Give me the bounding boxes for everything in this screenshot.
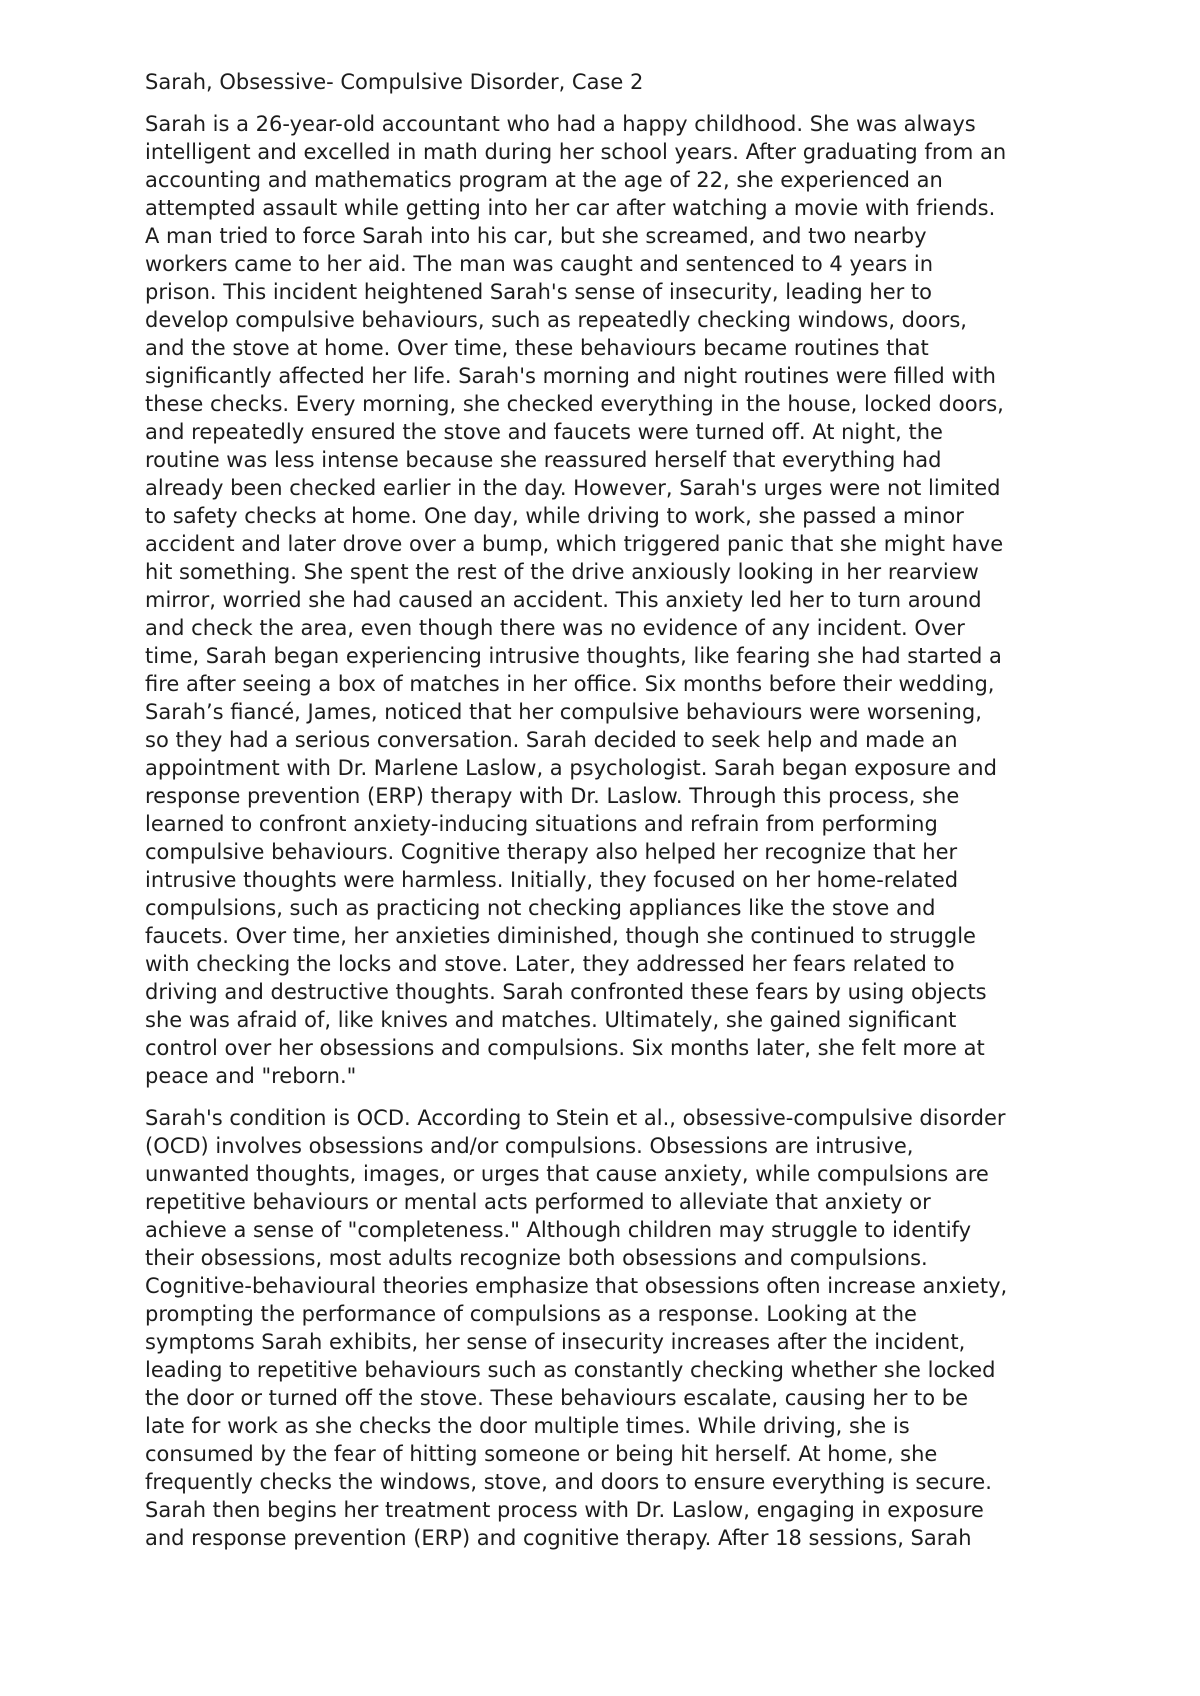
text-line: accounting and mathematics program at the age of 22, she experienced an	[145, 168, 943, 192]
text-line: intrusive thoughts were harmless. Initially, they focused on her home-related	[145, 868, 959, 892]
text-line: and check the area, even though there was no evidence of any incident. Over	[145, 616, 965, 640]
text-line: prompting the performance of compulsions as a response. Looking at the	[145, 1302, 917, 1326]
text-line: fire after seeing a box of matches in her office. Six months before their wedding,	[145, 672, 995, 696]
text-line: intelligent and excelled in math during her school years. After graduating from an	[145, 140, 1007, 164]
text-line: learned to confront anxiety-inducing situations and refrain from performing	[145, 812, 938, 836]
text-line: prison. This incident heightened Sarah's sense of insecurity, leading her to	[145, 280, 933, 304]
text-line: she was afraid of, like knives and matches. Ultimately, she gained significant	[145, 1008, 957, 1032]
text-line: frequently checks the windows, stove, and doors to ensure everything is secure.	[145, 1470, 992, 1494]
paragraph-diagnosis	[145, 1104, 1070, 1552]
text-line: with checking the locks and stove. Later, they addressed her fears related to	[145, 952, 955, 976]
text-line: driving and destructive thoughts. Sarah confronted these fears by using objects	[145, 980, 987, 1004]
text-line: compulsive behaviours. Cognitive therapy also helped her recognize that her	[145, 840, 958, 864]
text-line: significantly affected her life. Sarah's morning and night routines were filled with	[145, 364, 996, 388]
text-line: and repeatedly ensured the stove and faucets were turned off. At night, the	[145, 420, 943, 444]
text-line: accident and later drove over a bump, which triggered panic that she might have	[145, 532, 1004, 556]
text-line: consumed by the fear of hitting someone or being hit herself. At home, she	[145, 1442, 938, 1466]
text-line: their obsessions, most adults recognize both obsessions and compulsions.	[145, 1246, 928, 1270]
text-line: Sarah then begins her treatment process with Dr. Laslow, engaging in exposure	[145, 1498, 984, 1522]
text-line: time, Sarah began experiencing intrusive thoughts, like fearing she had started a	[145, 644, 1002, 668]
text-line: leading to repetitive behaviours such as constantly checking whether she locked	[145, 1358, 996, 1382]
text-line: repetitive behaviours or mental acts performed to alleviate that anxiety or	[145, 1190, 931, 1214]
text-line: mirror, worried she had caused an accident. This anxiety led her to turn around	[145, 588, 982, 612]
text-line: and the stove at home. Over time, these behaviours became routines that	[145, 336, 929, 360]
text-line: attempted assault while getting into her car after watching a movie with friends.	[145, 196, 996, 220]
document-title: Sarah, Obsessive- Compulsive Disorder, Case 2	[145, 70, 644, 94]
text-line: Sarah’s fiancé, James, noticed that her compulsive behaviours were worsening,	[145, 700, 982, 724]
text-line: peace and "reborn."	[145, 1064, 357, 1088]
text-line: these checks. Every morning, she checked everything in the house, locked doors,	[145, 392, 1004, 416]
text-line: symptoms Sarah exhibits, her sense of insecurity increases after the incident,	[145, 1330, 966, 1354]
text-line: unwanted thoughts, images, or urges that cause anxiety, while compulsions are	[145, 1162, 989, 1186]
text-line: already been checked earlier in the day. However, Sarah's urges were not limited	[145, 476, 1001, 500]
document-body	[145, 68, 1070, 1566]
text-line: A man tried to force Sarah into his car, but she screamed, and two nearby	[145, 224, 927, 248]
text-line: Sarah's condition is OCD. According to Stein et al., obsessive-compulsive disorder	[145, 1106, 1006, 1130]
text-line: to safety checks at home. One day, while driving to work, she passed a minor	[145, 504, 964, 528]
text-line: faucets. Over time, her anxieties diminished, though she continued to struggle	[145, 924, 976, 948]
text-line: compulsions, such as practicing not checking appliances like the stove and	[145, 896, 936, 920]
text-line: so they had a serious conversation. Sarah decided to seek help and made an	[145, 728, 958, 752]
text-line: routine was less intense because she reassured herself that everything had	[145, 448, 942, 472]
text-line: workers came to her aid. The man was caught and sentenced to 4 years in	[145, 252, 934, 276]
text-line: late for work as she checks the door multiple times. While driving, she is	[145, 1414, 910, 1438]
text-line: appointment with Dr. Marlene Laslow, a psychologist. Sarah began exposure and	[145, 756, 997, 780]
text-line: hit something. She spent the rest of the drive anxiously looking in her rearview	[145, 560, 979, 584]
text-line: develop compulsive behaviours, such as repeatedly checking windows, doors,	[145, 308, 967, 332]
paragraph-case-description	[145, 110, 1070, 1090]
text-line: Sarah is a 26-year-old accountant who had a happy childhood. She was always	[145, 112, 976, 136]
text-line: Cognitive-behavioural theories emphasize that obsessions often increase anxiety,	[145, 1274, 1008, 1298]
text-line: response prevention (ERP) therapy with Dr. Laslow. Through this process, she	[145, 784, 960, 808]
text-line: achieve a sense of "completeness." Although children may struggle to identify	[145, 1218, 971, 1242]
text-line: the door or turned off the stove. These behaviours escalate, causing her to be	[145, 1386, 969, 1410]
text-line: control over her obsessions and compulsions. Six months later, she felt more at	[145, 1036, 985, 1060]
text-line: and response prevention (ERP) and cognitive therapy. After 18 sessions, Sarah	[145, 1526, 972, 1550]
text-line: (OCD) involves obsessions and/or compulsions. Obsessions are intrusive,	[145, 1134, 914, 1158]
